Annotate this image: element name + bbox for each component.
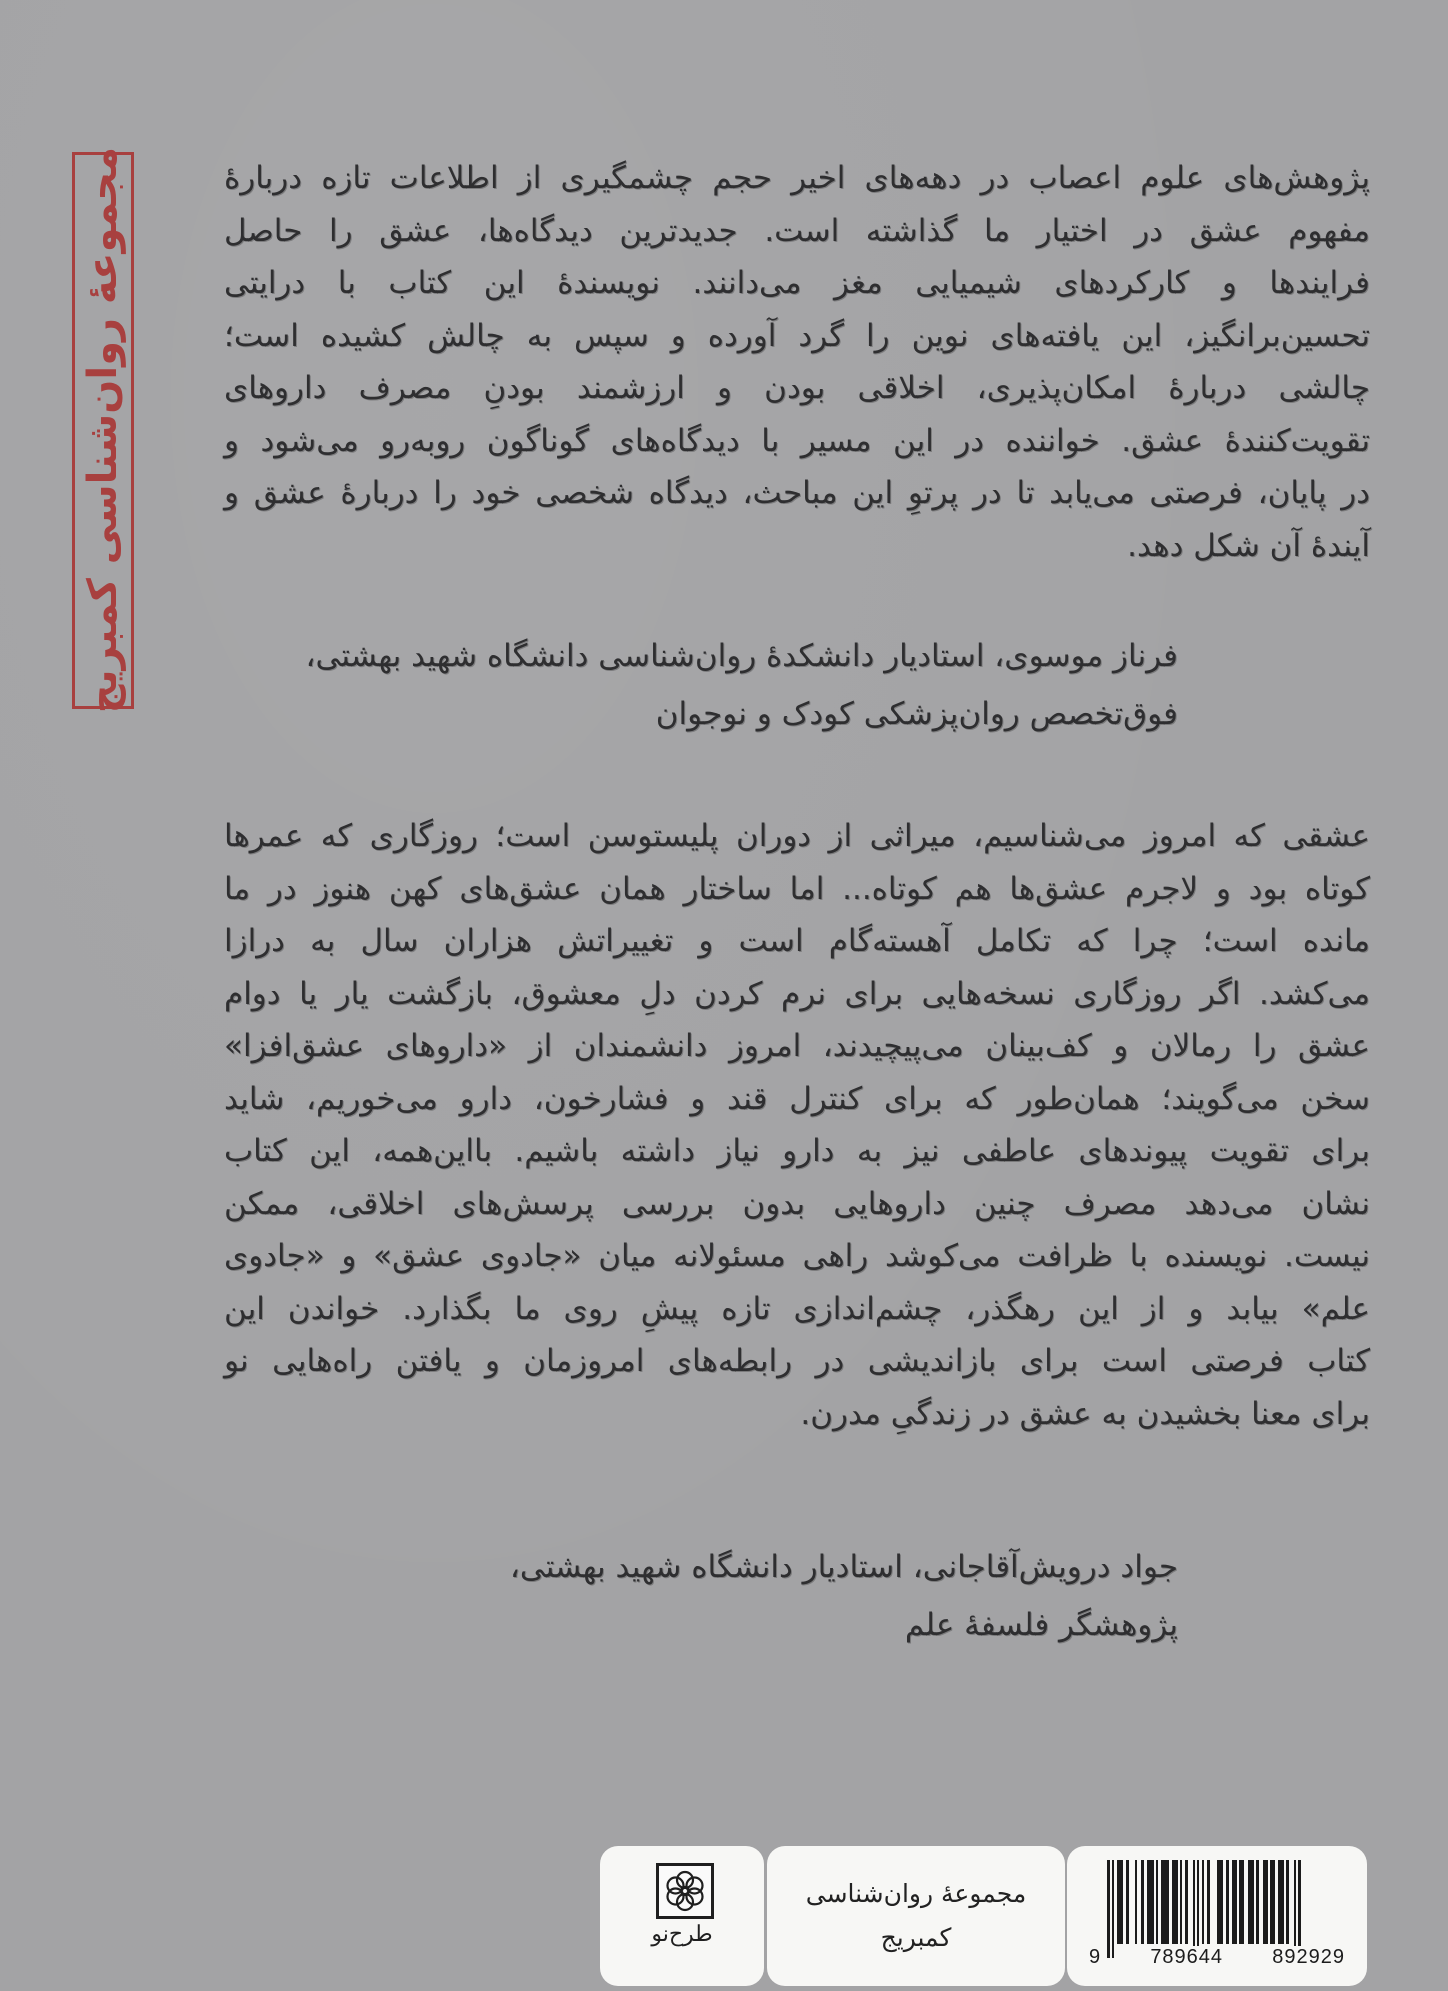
series-name-line-1: مجموعهٔ روان‌شناسی (805, 1879, 1027, 1908)
paragraph-line: تحسین‌برانگیز، این یافته‌های نوین را گرد آورده و سپس به چالش کشیده است؛ (224, 317, 1370, 354)
signature-2 (224, 1538, 1370, 1654)
paragraph-line: فرایندها و کارکردهای شیمیایی مغز می‌دانند. نویسندهٔ این کتاب با درایتی (224, 265, 1370, 301)
isbn-digit-group: 789644 (1150, 1946, 1224, 1968)
paragraph-line: در پایان، فرصتی می‌یابد تا در پرتوِ این مباحث، دیدگاه شخصی خود را دربارهٔ عشق و (224, 475, 1370, 511)
paragraph-line: عشق را رمالان و کف‌بینان می‌پیچیدند، امروز دانشمندان از «داروهای عشق‌افزا» (224, 1028, 1370, 1064)
isbn-digits (1087, 1946, 1347, 1969)
paragraph-line: آیندهٔ آن شکل دهد. (1127, 527, 1370, 564)
barcode-label (1067, 1846, 1367, 1986)
series-stamp-text: مجموعهٔ روان‌شناسی کمبریج (80, 147, 126, 714)
paragraph-line: کوتاه بود و لاجرم عشق‌ها هم کوتاه... اما ساختار همان عشق‌های کهن هنوز در ما (224, 870, 1370, 907)
publisher-name: طرح‌نو (651, 1922, 713, 1947)
paragraph-line: مانده است؛ چرا که تکامل آهسته‌گام است و تغییراتش هزاران سال به درازا (224, 923, 1370, 959)
paragraph-line: عشقی که امروز می‌شناسیم، میراثی از دوران پلیستوسن است؛ روزگاری که عمرها (224, 818, 1370, 854)
paragraph-line: برای تقویت پیوندهای عاطفی نیز به دارو نیاز داشته باشیم. بااین‌همه، این کتاب (224, 1133, 1370, 1169)
paragraph-line: می‌کشد. اگر روزگاری نسخه‌هایی برای نرم کردن دلِ معشوق، بازگشت یار یا دوام (224, 975, 1370, 1012)
blurb-paragraph-2 (224, 810, 1370, 1440)
paragraph-line: علم» بیابد و از این رهگذر، چشم‌اندازی تازه پیشِ روی ما بگذارد. خواندن این (224, 1290, 1370, 1327)
signature-line: فوق‌تخصص روان‌پزشکی کودک و نوجوان (655, 696, 1178, 732)
isbn-digit-group: 892929 (1272, 1946, 1345, 1968)
blurb-paragraph-1 (224, 152, 1370, 572)
series-name-label (767, 1846, 1065, 1986)
paragraph-line: سخن می‌گویند؛ همان‌طور که برای کنترل قند و فشارخون، دارو می‌خوریم، شاید (224, 1080, 1370, 1117)
series-name-line-2: کمبریج (880, 1923, 952, 1952)
signature-line: جواد درویش‌آقاجانی، استادیار دانشگاه شهید بهشتی، (509, 1549, 1178, 1585)
barcode-icon (1107, 1860, 1331, 1958)
isbn-digit-group: 9 (1089, 1946, 1102, 1968)
paragraph-line: نیست. نویسنده با ظرافت می‌کوشد راهی مسئولانه میان «جادوی عشق» و «جادوی (224, 1238, 1370, 1274)
paragraph-line: برای معنا بخشیدن به عشق در زندگیِ مدرن. (800, 1395, 1370, 1432)
rosette-logo-icon (656, 1863, 714, 1919)
paragraph-line: پژوهش‌های علوم اعصاب در دهه‌های اخیر حجم چشمگیری از اطلاعات تازه دربارهٔ (224, 160, 1370, 196)
signature-line: پژوهشگر فلسفهٔ علم (904, 1607, 1178, 1643)
paragraph-line: کتاب فرصتی است برای بازاندیشی در رابطه‌های امروزمان و یافتن راه‌هایی نو (224, 1343, 1370, 1379)
series-stamp (72, 147, 134, 714)
paragraph-line: نشان می‌دهد مصرف چنین داروهایی بدون بررسی پرسش‌های اخلاقی، ممکن (224, 1185, 1370, 1222)
paragraph-line: مفهوم عشق در اختیار ما گذاشته است. جدیدترین دیدگاه‌ها، عشق را حاصل (224, 212, 1370, 249)
publisher-logo-label (600, 1846, 764, 1986)
paragraph-line: تقویت‌کنندهٔ عشق. خواننده در این مسیر با دیدگاه‌های گوناگون روبه‌رو می‌شود و (224, 422, 1370, 459)
signature-1 (224, 627, 1370, 743)
signature-line: فرناز موسوی، استادیار دانشکدهٔ روان‌شناسی دانشگاه شهید بهشتی، (305, 638, 1178, 674)
paragraph-line: چالشی دربارهٔ امکان‌پذیری، اخلاقی بودن و ارزشمند بودنِ مصرف داروهای (224, 370, 1370, 406)
